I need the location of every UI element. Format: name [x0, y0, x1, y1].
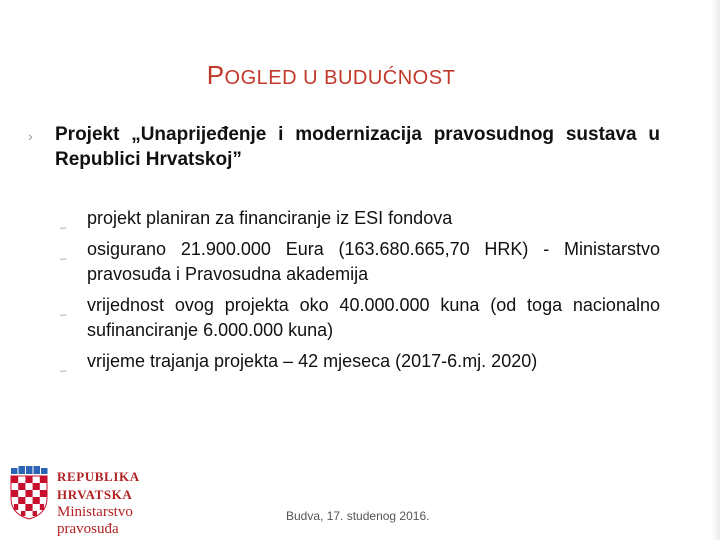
dash-icon: –: [60, 365, 67, 377]
sub-bullet-list: [60, 206, 660, 380]
logo-ministry-name-2: pravosuđa: [57, 521, 119, 537]
sub-bullet-text: vrijeme trajanja projekta – 42 mjeseca (2017-6.mj. 2020): [87, 351, 538, 371]
logo-country-name: REPUBLIKA HRVATSKA: [57, 469, 139, 502]
sub-bullet-text: osigurano 21.900.000 Eura (163.680.665,70 HRK) - Ministarstvo pravosuđa i Pravosudna akademija: [87, 239, 660, 284]
main-bullet-text: Projekt „Unaprijeđenje i modernizacija pravosudnog sustava u Republici Hrvatskoj”: [55, 124, 660, 170]
logo-ministry-name: Ministarstvo: [57, 504, 133, 520]
sub-bullet-item: [60, 206, 660, 234]
croatian-coat-of-arms-icon: [10, 466, 48, 520]
slide-edge-decoration: [711, 0, 720, 540]
sub-bullet-text: vrijednost ovog projekta oko 40.000.000 kuna (od toga nacionalno sufinanciranje 6.000.000 kuna): [87, 295, 660, 340]
dash-icon: –: [60, 222, 67, 234]
dash-icon: –: [60, 309, 67, 321]
slide-title-initial: P: [206, 60, 225, 90]
ministry-logo: [10, 466, 210, 537]
sub-bullet-item: [60, 237, 660, 287]
slide-title-rest: OGLED U BUDUĆNOST: [224, 67, 456, 89]
logo-text: [57, 468, 210, 538]
sub-bullet-item: [60, 349, 660, 377]
chevron-right-icon: ›: [28, 128, 33, 144]
sub-bullet-text: projekt planiran za financiranje iz ESI fondova: [87, 208, 453, 228]
dash-icon: –: [60, 253, 67, 265]
slide-title: [0, 60, 662, 91]
footer-date: Budva, 17. studenog 2016.: [286, 509, 430, 523]
sub-bullet-item: [60, 293, 660, 343]
